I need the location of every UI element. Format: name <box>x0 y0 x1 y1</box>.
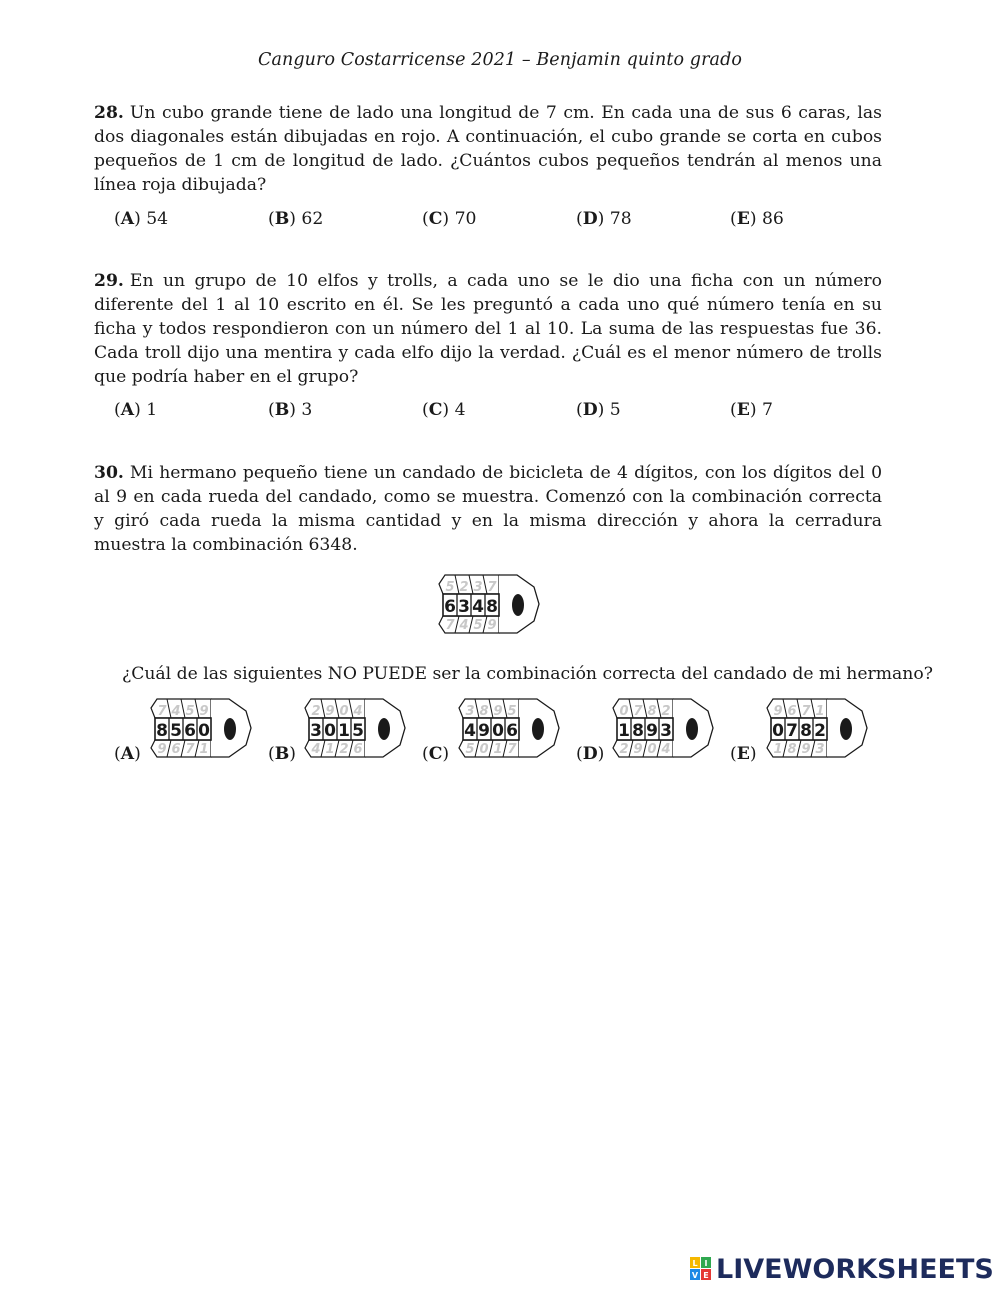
lock-digit-ghost: 8 <box>647 704 657 719</box>
lock-digit-ghost: 6 <box>353 742 363 757</box>
option-b-label[interactable]: (B) <box>268 744 296 764</box>
lock-digit-ghost: 9 <box>801 742 811 757</box>
answer-option[interactable]: (A) 1 <box>114 400 158 420</box>
badge-letter: E <box>703 1271 709 1280</box>
lock-digit: 9 <box>478 721 490 741</box>
problem-text: Mi hermano pequeño tiene un candado de bicicleta de 4 dígitos, con los dígitos del 0 al 9 en cada rueda del candado, como se muestra. Comenzó con la combinación correcta y giró cada rueda la misma cantidad y en la misma dirección y ahora la cerradura muestra la combinación 6348. <box>94 463 882 555</box>
lock-digit-ghost: 7 <box>801 704 811 719</box>
lock-digit-ghost: 9 <box>487 618 497 633</box>
lock-digit-ghost: 7 <box>445 618 455 633</box>
lock-digit: 4 <box>472 597 484 617</box>
lock-digit-ghost: 7 <box>157 704 167 719</box>
answer-option[interactable]: (E) 7 <box>730 400 773 420</box>
lock-digit-ghost: 7 <box>507 742 517 757</box>
lock-digit: 5 <box>352 721 364 741</box>
answer-option[interactable]: (D) 78 <box>576 209 632 229</box>
lock-digit: 7 <box>786 721 798 741</box>
live-badge-icon <box>690 1257 712 1281</box>
answers-29 <box>0 400 1000 426</box>
lock-option-b[interactable] <box>299 694 411 762</box>
lock-digit: 0 <box>198 721 210 741</box>
lock-digit-ghost: 7 <box>633 704 643 719</box>
lock-digit-ghost: 4 <box>311 742 321 757</box>
answer-option[interactable]: (C) 70 <box>422 209 477 229</box>
lock-digit: 3 <box>310 721 322 741</box>
lock-digit: 0 <box>324 721 336 741</box>
lock-digit-ghost: 5 <box>465 742 475 757</box>
brand-name: LIVEWORKSHEETS <box>716 1253 994 1285</box>
lock-digit-ghost: 0 <box>339 704 349 719</box>
lock-digit-ghost: 6 <box>171 742 181 757</box>
page-header: Canguro Costarricense 2021 – Benjamin quinto grado <box>257 50 743 70</box>
lock-digit-ghost: 2 <box>661 704 671 719</box>
problem-text: En un grupo de 10 elfos y trolls, a cada uno se le dio una ficha con un número diferente del 1 al 10 escrito en él. Se les preguntó a cada uno qué número tenía en su ficha y todos respondieron con un número del 1 al 10. La suma de las respuestas fue 36. Cada troll dijo una mentira y cada elfo dijo la verdad. ¿Cuál es el menor número de trolls que podría haber en el grupo? <box>94 271 882 387</box>
lock-digit-ghost: 4 <box>459 618 469 633</box>
lock-digit-ghost: 0 <box>479 742 489 757</box>
lock-digit-ghost: 7 <box>185 742 195 757</box>
lock-option-d[interactable] <box>607 694 719 762</box>
lock-digit: 9 <box>646 721 658 741</box>
lock-digit-ghost: 9 <box>493 704 503 719</box>
lock-digit-ghost: 0 <box>647 742 657 757</box>
lock-digit-ghost: 2 <box>311 704 321 719</box>
lock-keyhole <box>224 718 236 740</box>
lock-keyhole <box>378 718 390 740</box>
lock-digit: 3 <box>458 597 470 617</box>
lock-digit: 8 <box>632 721 644 741</box>
lock-digit: 6 <box>444 597 456 617</box>
lock-keyhole <box>840 718 852 740</box>
lock-digit-ghost: 9 <box>325 704 335 719</box>
badge-letter: L <box>692 1259 698 1268</box>
lock-digit: 8 <box>486 597 498 617</box>
lock-keyhole <box>686 718 698 740</box>
lock-digit-ghost: 1 <box>325 742 335 757</box>
lock-digit: 8 <box>800 721 812 741</box>
lock-digit: 8 <box>156 721 168 741</box>
answer-option[interactable]: (E) 86 <box>730 209 784 229</box>
answer-option[interactable]: (C) 4 <box>422 400 466 420</box>
lock-digit-ghost: 0 <box>619 704 629 719</box>
answer-option[interactable]: (A) 54 <box>114 209 169 229</box>
option-e-label[interactable]: (E) <box>730 744 757 764</box>
lock-digit-ghost: 5 <box>507 704 517 719</box>
lock-digit-ghost: 9 <box>633 742 643 757</box>
lock-diagram-main <box>433 571 545 637</box>
problem-text: Un cubo grande tiene de lado una longitud de 7 cm. En cada una de sus 6 caras, las dos diagonales están dibujadas en rojo. A continuación, el cubo grande se corta en cubos pequeños de 1 cm de longitud de lado. ¿Cuántos cubos pequeños tendrán al menos una línea roja dibujada? <box>94 103 882 195</box>
lock-digit-ghost: 4 <box>661 742 671 757</box>
problem-number: 28. <box>94 103 124 123</box>
problem-number: 30. <box>94 463 124 483</box>
lock-digit-ghost: 1 <box>773 742 783 757</box>
lock-digit: 5 <box>170 721 182 741</box>
answer-option[interactable]: (B) 3 <box>268 400 313 420</box>
lock-digit-ghost: 5 <box>473 618 483 633</box>
lock-digit: 4 <box>464 721 476 741</box>
badge-letter: I <box>704 1259 708 1268</box>
lock-digit-ghost: 9 <box>773 704 783 719</box>
lock-option-e[interactable] <box>761 694 873 762</box>
answer-option[interactable]: (D) 5 <box>576 400 621 420</box>
lock-digit: 0 <box>492 721 504 741</box>
lock-option-c[interactable] <box>453 694 565 762</box>
lock-digit-ghost: 1 <box>493 742 503 757</box>
lock-digit-ghost: 3 <box>465 704 475 719</box>
lock-keyhole <box>532 718 544 740</box>
lock-digit-ghost: 2 <box>339 742 349 757</box>
lock-digit-ghost: 1 <box>199 742 209 757</box>
lock-digit: 1 <box>338 721 350 741</box>
lock-digit-ghost: 9 <box>157 742 167 757</box>
problem-29 <box>94 269 882 389</box>
lock-digit-ghost: 2 <box>459 580 469 595</box>
lock-digit: 1 <box>618 721 630 741</box>
lock-digit-ghost: 6 <box>787 704 797 719</box>
lock-digit-ghost: 5 <box>185 704 195 719</box>
problem-30-question: ¿Cuál de las siguientes NO PUEDE ser la combinación correcta del candado de mi hermano? <box>122 664 933 684</box>
problem-28 <box>94 101 882 197</box>
option-c-label[interactable]: (C) <box>422 744 450 764</box>
lock-digit: 3 <box>660 721 672 741</box>
lock-digit-ghost: 4 <box>171 704 181 719</box>
option-a-label[interactable]: (A) <box>114 744 141 764</box>
answers-28 <box>0 209 1000 235</box>
badge-letter: V <box>691 1271 699 1280</box>
lock-digit-ghost: 9 <box>199 704 209 719</box>
lock-digit: 6 <box>184 721 196 741</box>
lock-digit-ghost: 3 <box>473 580 483 595</box>
lock-digit: 6 <box>506 721 518 741</box>
lock-digit-ghost: 7 <box>487 580 497 595</box>
lock-digit-ghost: 1 <box>815 704 825 719</box>
lock-digit-ghost: 8 <box>479 704 489 719</box>
lock-digit-ghost: 4 <box>353 704 363 719</box>
lock-digit: 0 <box>772 721 784 741</box>
lock-digit-ghost: 5 <box>445 580 455 595</box>
lock-digit-ghost: 3 <box>815 742 825 757</box>
lock-digit-ghost: 2 <box>619 742 629 757</box>
lock-digit-ghost: 8 <box>787 742 797 757</box>
lock-keyhole <box>512 594 524 616</box>
lock-option-a[interactable] <box>145 694 257 762</box>
lock-digit: 2 <box>814 721 826 741</box>
problem-30 <box>94 461 882 557</box>
option-d-label[interactable]: (D) <box>576 744 605 764</box>
liveworksheets-logo[interactable] <box>690 1251 994 1287</box>
answer-option[interactable]: (B) 62 <box>268 209 324 229</box>
problem-number: 29. <box>94 271 124 291</box>
